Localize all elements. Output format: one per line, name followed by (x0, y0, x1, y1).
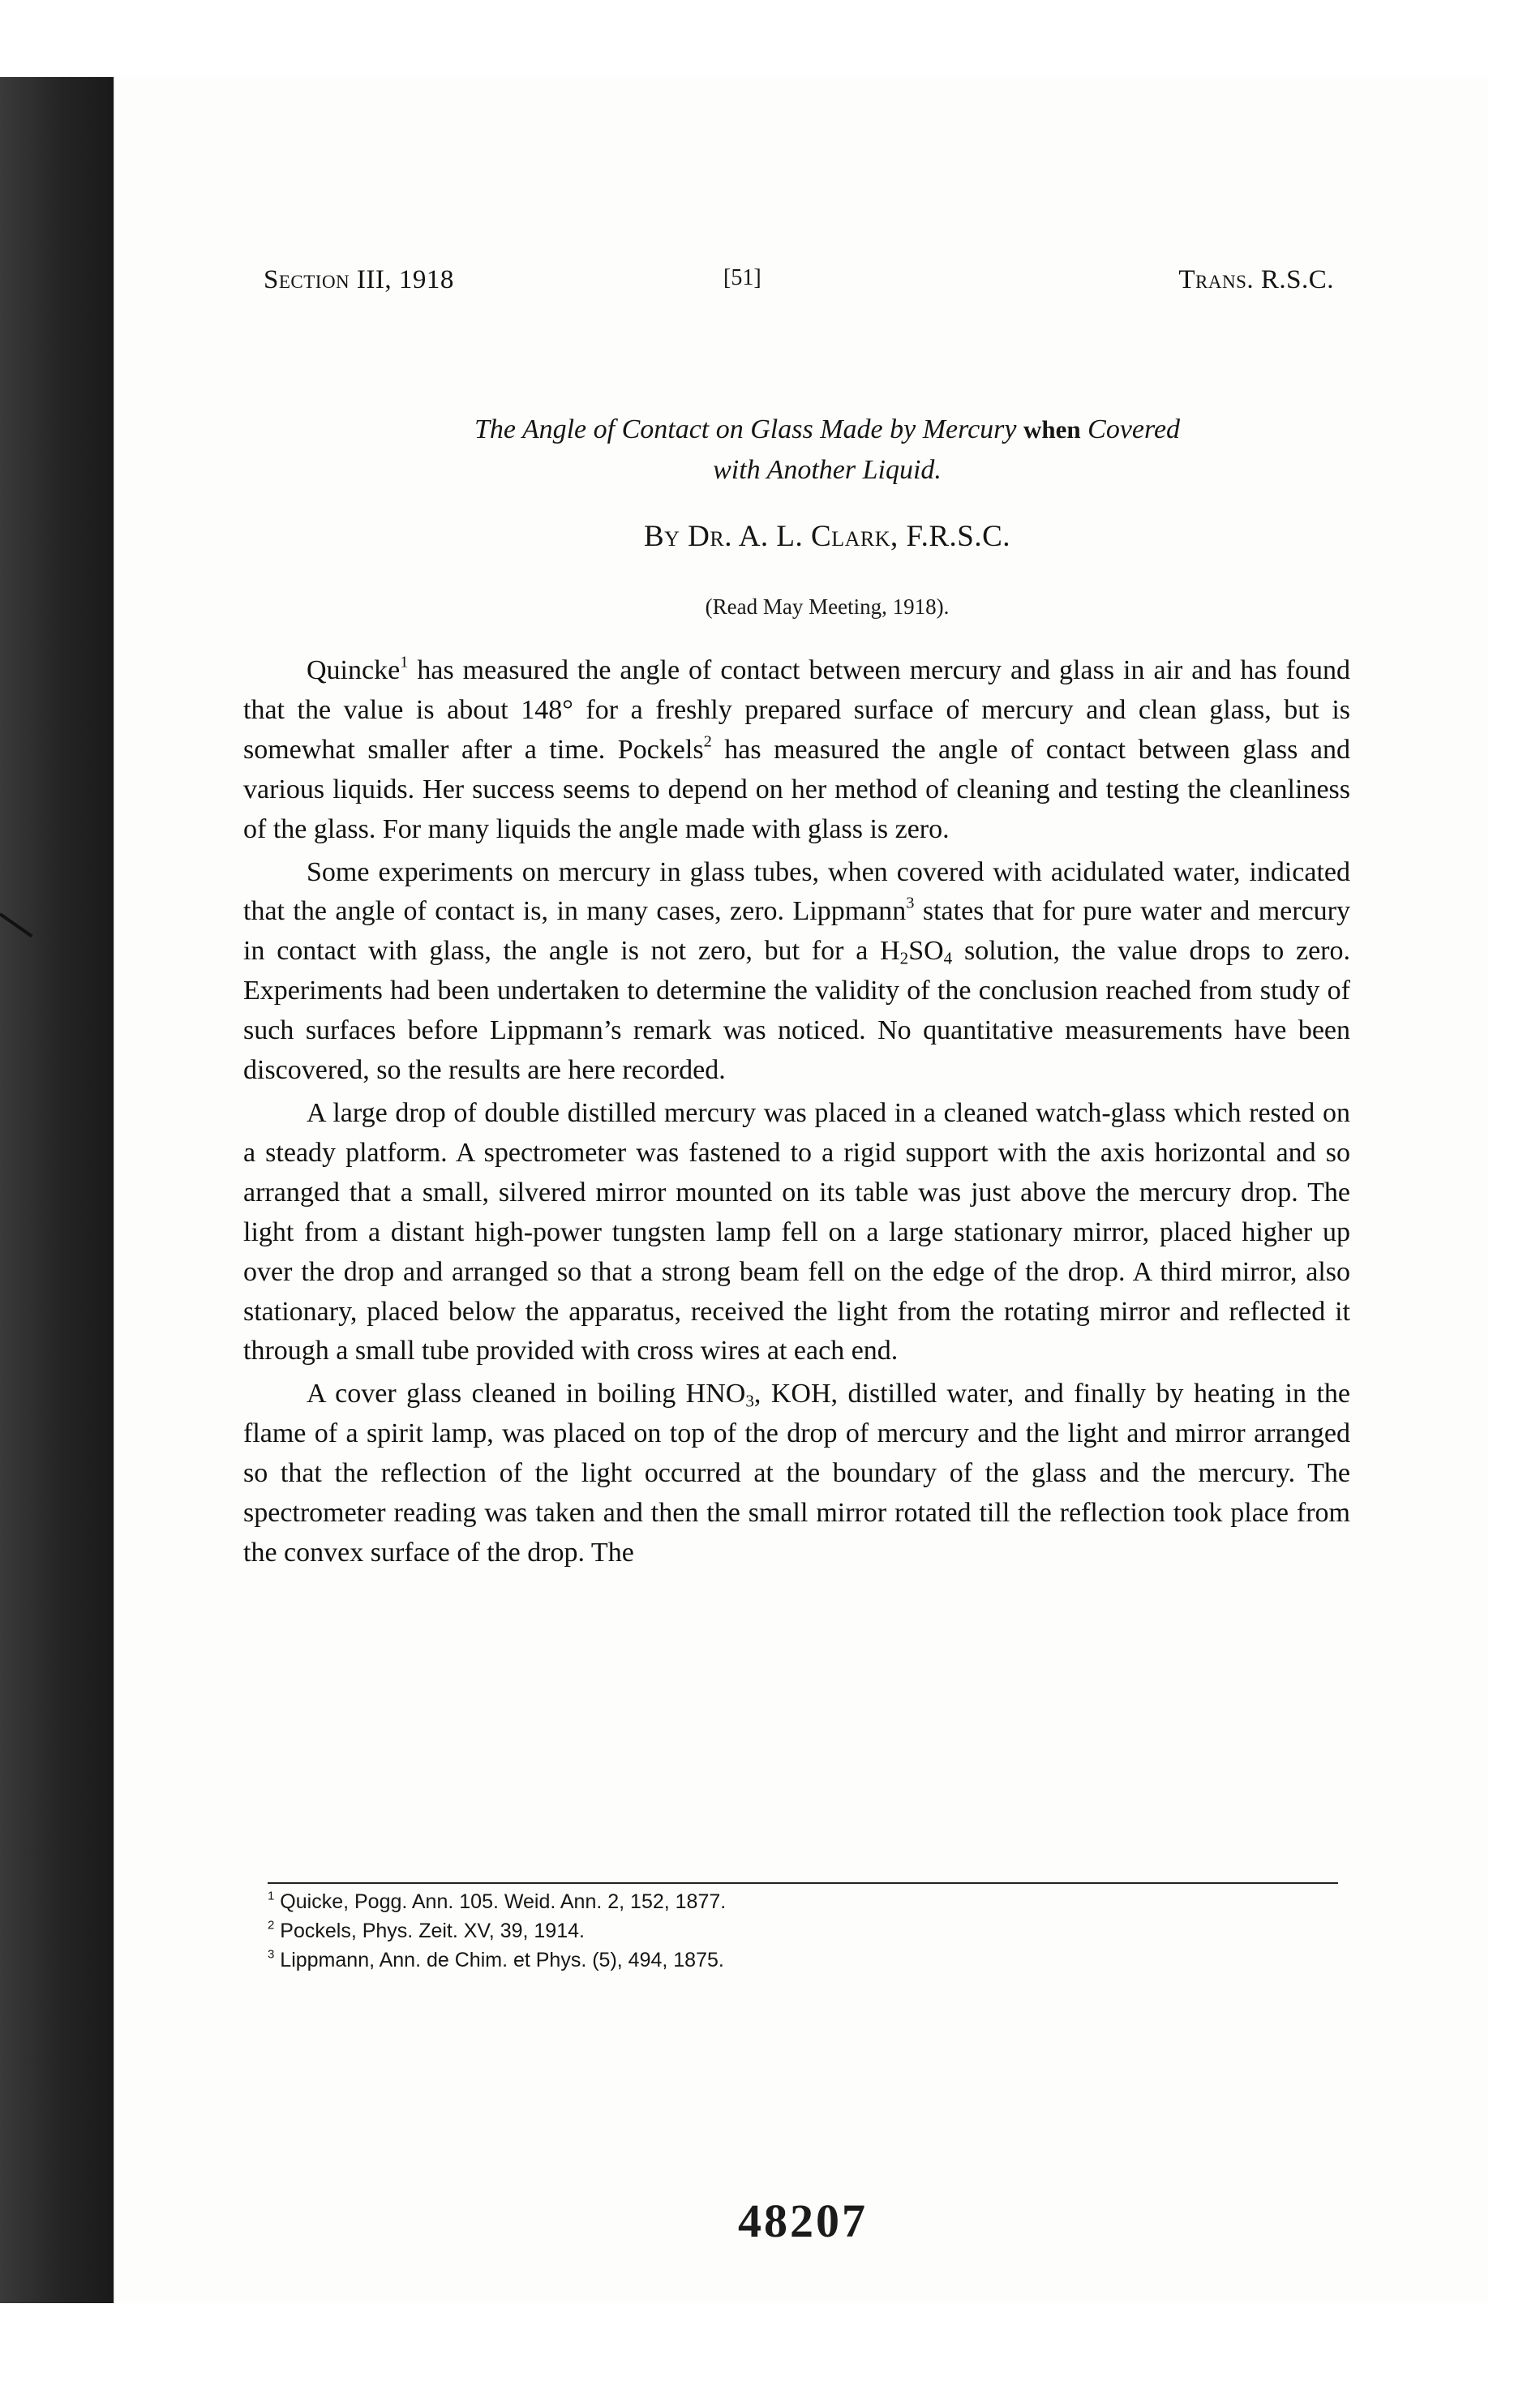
page-number: [51] (723, 265, 761, 290)
footnote-text: Pockels, Phys. Zeit. XV, 39, 1914. (274, 1920, 585, 1942)
footnote-text: Quicke, Pogg. Ann. 105. Weid. Ann. 2, 152, 1877. (274, 1890, 727, 1913)
footnote-3 (268, 1946, 1338, 1975)
accession-stamp: 48207 (738, 2194, 868, 2247)
p1-text-c: has measured the angle of contact between glass and various liquids. Her success seems to depend on her method of cleaning and testing the cleanliness of the glass. For many liquids the angle made with glass is zero. (243, 734, 1350, 844)
header-journal: Trans. R.S.C. (1178, 265, 1334, 294)
footnote-1 (268, 1887, 1338, 1916)
p1-text-a: Quincke (307, 655, 401, 685)
p2-text-b: states that for pure water and mercury in contact with glass, the angle is not zero, but for a H (243, 896, 1350, 967)
subscript: 4 (943, 948, 953, 968)
footnote-mark: 3 (268, 1947, 275, 1962)
paragraph-1 (243, 651, 1350, 850)
p2-text-d: solution, the value drops to zero. Experiments had been undertaken to determine the validity of the conclusion reached from study of such surfaces before Lippmann’s remark was noticed. No quantitative measurements have been discovered, so the results are here recorded. (243, 936, 1350, 1086)
p4-text-b: , KOH, distilled water, and finally by heating in the flame of a spirit lamp, was placed on top of the drop of mercury and the light and mirror arranged so that the reflection of the light occurred at the boundary of the glass and the mercury. The spectrometer reading was taken and then the small mirror rotated till the reflection took place from the convex surface of the drop. The (243, 1379, 1350, 1568)
author-line: By Dr. A. L. Clark, F.R.S.C. (643, 520, 1011, 553)
title-line1-part2: Covered (1087, 414, 1181, 444)
document-page (114, 77, 1488, 2303)
footnote-2 (268, 1916, 1338, 1946)
p1-text-b: has measured the angle of contact between mercury and glass in air and has found that the value is about 148° for a freshly prepared surface of mercury and clean glass, but is somewhat smaller after a time. Pockels (243, 655, 1350, 765)
header-section: Section III, 1918 (264, 265, 454, 294)
paragraph-3: A large drop of double distilled mercury was placed in a cleaned watch-glass which rested on a steady platform. A spectrometer was fastened to a rigid support with the axis horizontal and so arranged that a small, silvered mirror mounted on its table was just above the mercury drop. The light from a distant high-power tungsten lamp fell on a large stationary mirror, placed higher up over the drop and arranged so that a strong beam fell on the edge of the drop. A third mirror, also stationary, placed below the apparatus, received the light from the rotating mirror and reflected it through a small tube provided with cross wires at each end. (243, 1097, 1350, 1366)
footnote-divider (268, 1882, 1338, 1884)
title-line2: with Another Liquid. (713, 455, 942, 485)
paragraph-2 (243, 853, 1350, 1091)
p2-text-c: SO (908, 936, 944, 967)
subscript: 3 (745, 1391, 754, 1411)
read-note: (Read May Meeting, 1918). (705, 594, 950, 619)
scan-border-top (0, 0, 1540, 77)
title-when: when (1023, 415, 1081, 444)
p4-text-a: A cover glass cleaned in boiling HNO (307, 1379, 746, 1409)
footnote-ref-3: 3 (906, 894, 915, 913)
scan-border-bottom (0, 2303, 1540, 2381)
paragraph-4 (243, 1375, 1350, 1573)
scan-border-right (1488, 0, 1540, 2381)
footnote-ref-1: 1 (400, 653, 409, 671)
footnote-text: Lippmann, Ann. de Chim. et Phys. (5), 494, 1875. (274, 1949, 724, 1971)
article-body (243, 651, 1350, 1577)
footnotes (268, 1887, 1338, 1975)
footnote-ref-2: 2 (703, 732, 712, 751)
running-header (114, 265, 1488, 314)
footnote-mark: 1 (268, 1889, 275, 1903)
subscript: 2 (899, 948, 909, 968)
title-line1-part1: The Angle of Contact on Glass Made by Mercury (474, 414, 1017, 444)
article-title (341, 410, 1314, 491)
footnote-mark: 2 (268, 1918, 275, 1933)
p2-text-a: Some experiments on mercury in glass tubes, when covered with acidulated water, indicated that the angle of contact is, in many cases, zero. Lippmann (243, 856, 1350, 927)
scan-border-left (0, 0, 114, 2381)
